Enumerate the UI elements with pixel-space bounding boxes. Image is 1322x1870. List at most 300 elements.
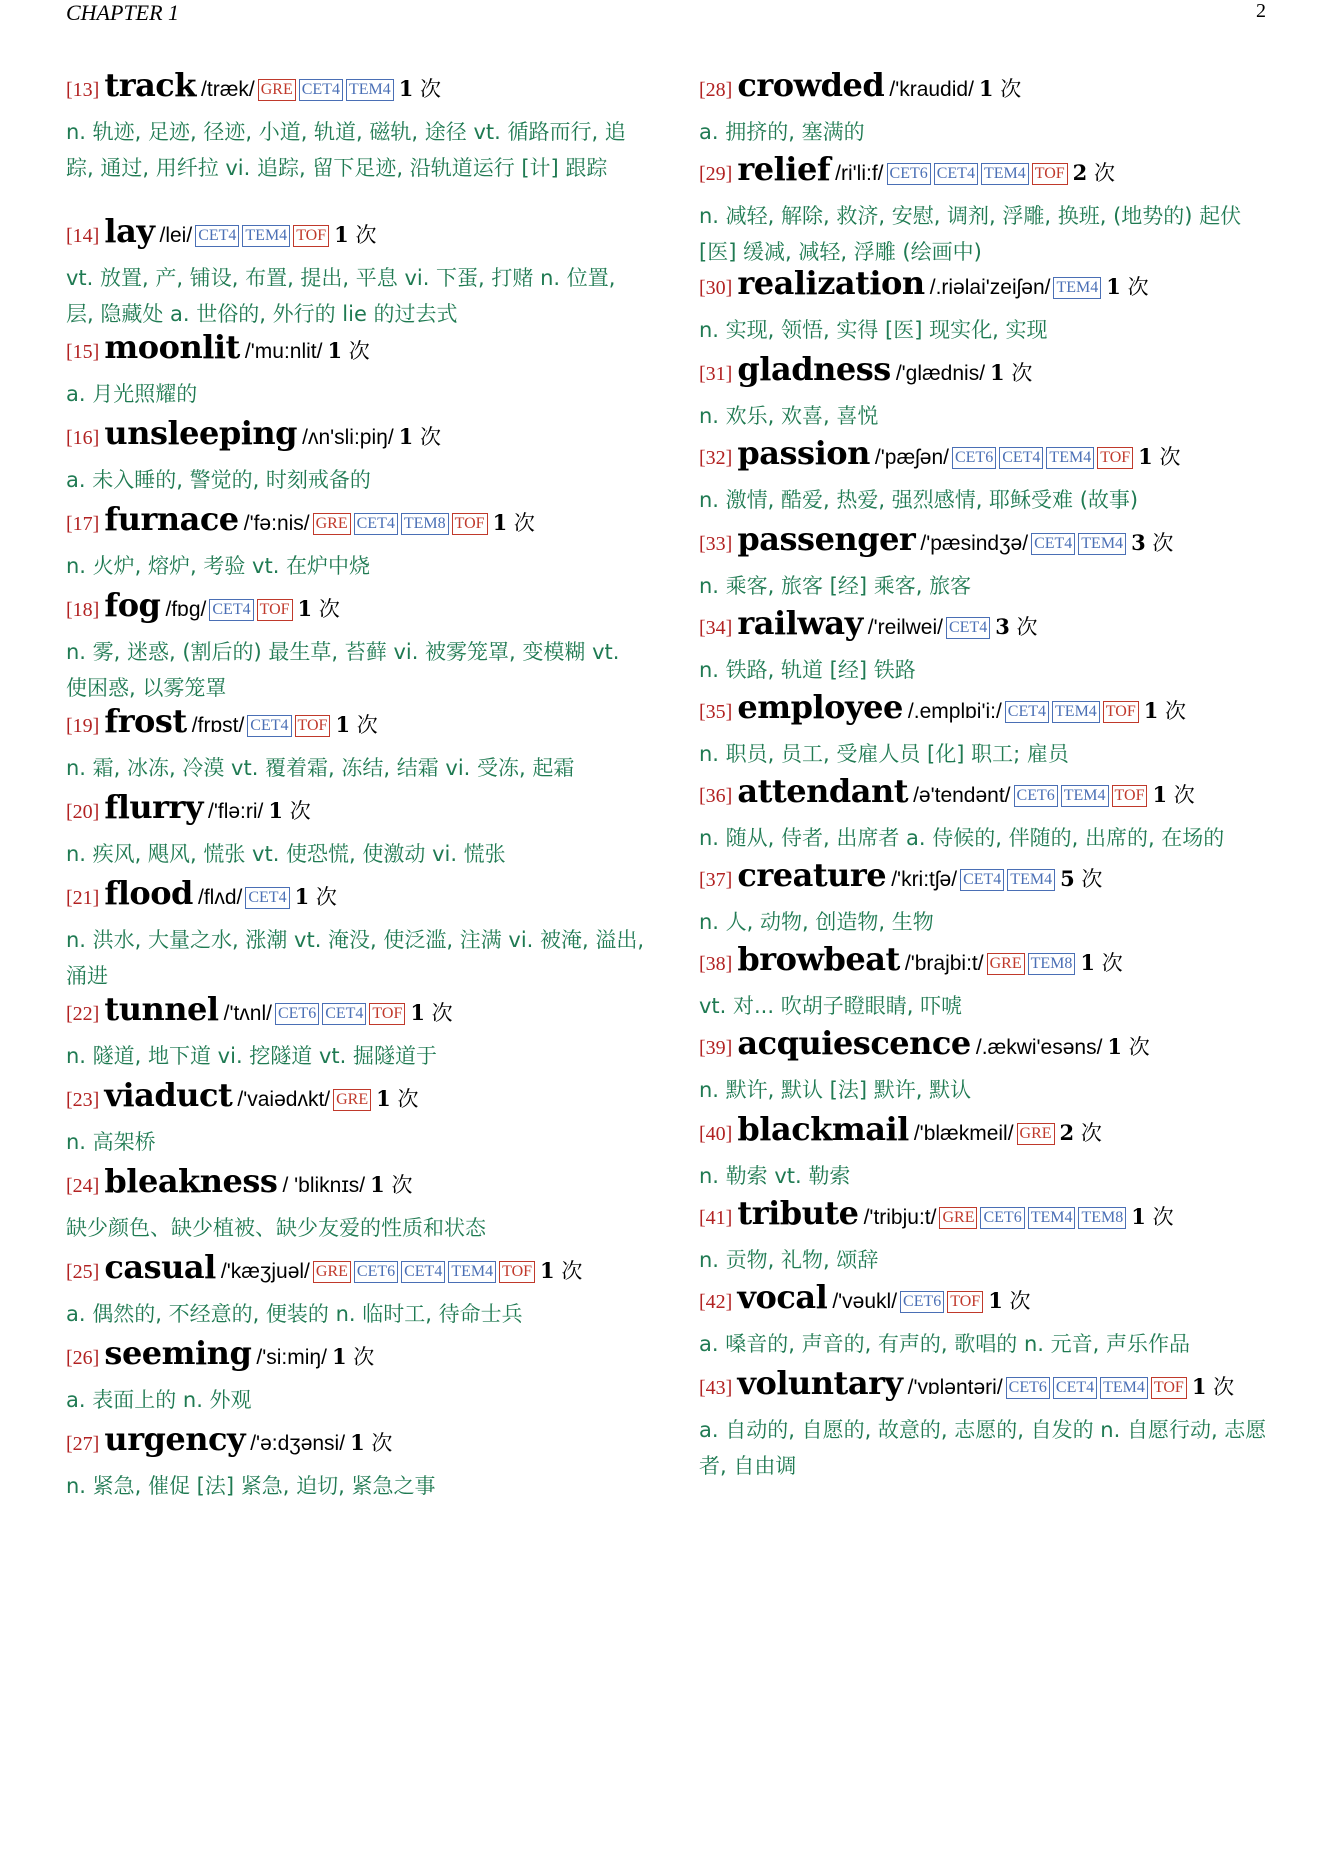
exam-tag-tof: TOF [1032, 163, 1068, 185]
entry-definition: n. 疾风, 飓风, 慌张 vt. 使恐慌, 使激动 vi. 慌张 [66, 842, 506, 866]
entry-number: [35] [699, 701, 733, 723]
entry-definition: n. 勒索 vt. 勒索 [699, 1164, 851, 1188]
entry-phonetic: /fɒg/ [165, 598, 207, 621]
entry-word: passion [737, 434, 870, 472]
entry-headline [699, 1020, 1279, 1072]
entry-word: employee [737, 688, 903, 726]
count-number: 1 [350, 1430, 365, 1455]
entry-number: [17] [66, 513, 100, 535]
count-unit: 次 [420, 77, 442, 101]
count-unit: 次 [431, 1001, 453, 1025]
exam-tag-cet4: CET4 [1053, 1377, 1097, 1399]
vocab-entry [699, 684, 1279, 772]
entry-number: [32] [699, 447, 733, 469]
entry-definition: n. 欢乐, 欢喜, 喜悦 [699, 404, 879, 428]
entry-word: blackmail [737, 1110, 909, 1148]
entry-headline [699, 768, 1279, 820]
occurrence-count [327, 339, 369, 363]
occurrence-count [332, 1345, 374, 1369]
entry-headline [66, 784, 646, 836]
entry-definition: n. 职员, 员工, 受雇人员 [化] 职工; 雇员 [699, 742, 1069, 766]
vocab-entry [66, 698, 646, 786]
entry-number: [15] [66, 341, 100, 363]
exam-tag-tem4: TEM4 [1046, 447, 1094, 469]
exam-tag-tof: TOF [1097, 447, 1133, 469]
entry-word: voluntary [737, 1364, 903, 1402]
occurrence-count [1107, 1035, 1149, 1059]
count-unit: 次 [1213, 1375, 1235, 1399]
entry-word: furnace [104, 500, 239, 538]
occurrence-count [350, 1431, 392, 1455]
exam-tag-tof: TOF [293, 225, 329, 247]
count-number: 3 [1131, 530, 1146, 555]
entry-phonetic: /'pæʃən/ [874, 446, 949, 469]
exam-tag-cet4: CET4 [999, 447, 1043, 469]
entry-headline [699, 1106, 1279, 1158]
exam-tag-tof: TOF [295, 715, 331, 737]
exam-tag-tem4: TEM4 [242, 225, 290, 247]
count-unit: 次 [318, 597, 340, 621]
vocab-entry [66, 324, 646, 412]
entry-number: [13] [66, 79, 100, 101]
entry-headline [66, 410, 646, 462]
entry-phonetic: /.riəlai'zeiʃən/ [929, 276, 1051, 299]
entry-headline [66, 496, 646, 548]
vocab-entry [66, 1416, 646, 1504]
entry-word: acquiescence [737, 1024, 971, 1062]
occurrence-count [1144, 699, 1186, 723]
exam-tag-tem4: TEM4 [448, 1261, 496, 1283]
entry-definition: n. 实现, 领悟, 实得 [医] 现实化, 实现 [699, 318, 1048, 342]
entry-word: tunnel [104, 990, 219, 1028]
entry-word: creature [737, 856, 887, 894]
entry-headline [66, 1072, 646, 1124]
exam-tag-gre: GRE [313, 1261, 351, 1283]
exam-tag-cet6: CET6 [952, 447, 996, 469]
entry-headline [66, 986, 646, 1038]
entry-headline [699, 516, 1279, 568]
vocab-entry [699, 430, 1279, 518]
occurrence-count [995, 615, 1037, 639]
entry-number: [18] [66, 599, 100, 621]
entry-headline [66, 698, 646, 750]
entry-word: bleakness [104, 1162, 278, 1200]
entry-number: [33] [699, 533, 733, 555]
exam-tag-cet4: CET4 [209, 599, 253, 621]
entry-phonetic: /.emplɒi'i:/ [907, 700, 1002, 723]
vocab-entry [699, 936, 1279, 1024]
count-number: 1 [1107, 1034, 1123, 1059]
entry-number: [23] [66, 1089, 100, 1111]
vocab-entry [699, 768, 1279, 856]
entry-number: [40] [699, 1123, 733, 1145]
occurrence-count [268, 799, 310, 823]
occurrence-count [298, 597, 340, 621]
exam-tag-gre: GRE [939, 1207, 977, 1229]
entry-phonetic: /ə'tendənt/ [913, 784, 1011, 807]
entry-headline [699, 1360, 1279, 1412]
entry-number: [27] [66, 1433, 100, 1455]
count-unit: 次 [348, 339, 370, 363]
entry-definition: n. 霜, 冰冻, 冷漠 vt. 覆着霜, 冻结, 结霜 vi. 受冻, 起霜 [66, 756, 575, 780]
count-unit: 次 [1009, 1289, 1031, 1313]
entry-phonetic: /'tʌnl/ [223, 1002, 272, 1025]
entry-word: passenger [737, 520, 916, 558]
entry-definition: a. 拥挤的, 塞满的 [699, 120, 865, 144]
count-number: 1 [1106, 274, 1121, 299]
vocab-entry [699, 146, 1279, 270]
entry-definition: n. 铁路, 轨道 [经] 铁路 [699, 658, 916, 682]
vocab-entry [699, 1360, 1279, 1484]
count-unit: 次 [356, 713, 378, 737]
count-number: 1 [1152, 782, 1168, 807]
entry-phonetic: /ʌn'sli:piŋ/ [302, 426, 394, 449]
entry-headline [699, 430, 1279, 482]
vocab-entry [66, 62, 646, 186]
exam-tag-tem4: TEM4 [346, 79, 394, 101]
count-number: 1 [327, 338, 343, 363]
entry-phonetic: /'glædnis/ [895, 362, 986, 385]
entry-definition: a. 自动的, 自愿的, 故意的, 志愿的, 自发的 n. 自愿行动, 志愿者, 自由调 [699, 1418, 1267, 1478]
entry-definition: n. 贡物, 礼物, 颂辞 [699, 1248, 879, 1272]
exam-tag-cet6: CET6 [354, 1261, 398, 1283]
entry-word: unsleeping [104, 414, 298, 452]
entry-headline [699, 260, 1279, 312]
vocab-entry [699, 1106, 1279, 1194]
entry-word: moonlit [104, 328, 240, 366]
entry-definition: vt. 放置, 产, 铺设, 布置, 提出, 平息 vi. 下蛋, 打赌 n. 位置, 层, 隐藏处 a. 世俗的, 外行的 lie 的过去式 [66, 266, 616, 326]
entry-phonetic: /'flə:ri/ [208, 800, 264, 823]
entry-phonetic: /'vaiədʌkt/ [237, 1088, 331, 1111]
exam-tag-cet4: CET4 [247, 715, 291, 737]
entry-number: [14] [66, 225, 100, 247]
vocab-entry [699, 1274, 1279, 1362]
count-number: 1 [988, 1288, 1003, 1313]
count-number: 1 [331, 1344, 347, 1369]
count-number: 1 [1143, 698, 1159, 723]
vocab-entry [66, 208, 646, 332]
entry-phonetic: / 'bliknɪs/ [282, 1174, 366, 1197]
exam-tag-cet4: CET4 [401, 1261, 445, 1283]
entry-word: realization [737, 264, 925, 302]
entry-definition: 缺少颜色、缺少植被、缺少友爱的性质和状态 [66, 1216, 486, 1240]
exam-tag-gre: GRE [258, 79, 296, 101]
entry-phonetic: /'reilwei/ [867, 616, 943, 639]
entry-number: [16] [66, 427, 100, 449]
entry-definition: a. 未入睡的, 警觉的, 时刻戒备的 [66, 468, 371, 492]
count-number: 1 [1080, 950, 1096, 975]
entry-number: [38] [699, 953, 733, 975]
exam-tag-cet6: CET6 [275, 1003, 319, 1025]
occurrence-count [334, 223, 376, 247]
entry-definition: n. 轨迹, 足迹, 径迹, 小道, 轨道, 磁轨, 途径 vt. 循路而行, 追踪, 通过, 用纤拉 vi. 追踪, 留下足迹, 沿轨道运行 [计] 跟踪 [66, 120, 626, 180]
count-unit: 次 [371, 1431, 393, 1455]
exam-tag-cet4: CET4 [946, 617, 990, 639]
vocab-entry [66, 784, 646, 872]
entry-phonetic: /frɒst/ [191, 714, 245, 737]
count-number: 1 [398, 424, 414, 449]
occurrence-count [370, 1173, 412, 1197]
entry-word: crowded [737, 66, 885, 104]
entry-definition: n. 乘客, 旅客 [经] 乘客, 旅客 [699, 574, 972, 598]
count-unit: 次 [391, 1173, 413, 1197]
count-number: 1 [398, 76, 414, 101]
entry-definition: a. 偶然的, 不经意的, 便装的 n. 临时工, 待命士兵 [66, 1302, 523, 1326]
entry-phonetic: /'kraudid/ [889, 78, 974, 101]
vocab-entry [699, 600, 1279, 688]
page-number: 2 [1256, 0, 1266, 22]
entry-number: [36] [699, 785, 733, 807]
count-unit: 次 [1159, 445, 1181, 469]
exam-tag-tem8: TEM8 [401, 513, 449, 535]
exam-tag-cet6: CET6 [887, 163, 931, 185]
entry-phonetic: /'fə:nis/ [243, 512, 310, 535]
entry-phonetic: /'vɒləntəri/ [907, 1376, 1003, 1399]
count-number: 1 [410, 1000, 425, 1025]
occurrence-count [295, 885, 337, 909]
exam-tag-tem4: TEM4 [1028, 1207, 1076, 1229]
occurrence-count [1131, 1205, 1173, 1229]
count-number: 1 [297, 596, 313, 621]
count-unit: 次 [1011, 361, 1033, 385]
chapter-title: CHAPTER 1 [66, 0, 180, 25]
entry-headline [66, 324, 646, 376]
exam-tag-cet4: CET4 [195, 225, 239, 247]
vocab-entry [66, 1072, 646, 1160]
entry-word: browbeat [737, 940, 900, 978]
entry-headline [699, 146, 1279, 198]
entry-phonetic: /'ə:dʒənsi/ [250, 1432, 346, 1455]
count-unit: 次 [1093, 161, 1115, 185]
entry-number: [37] [699, 869, 733, 891]
entry-number: [39] [699, 1037, 733, 1059]
entry-definition: n. 高架桥 [66, 1130, 156, 1154]
vocab-entry [699, 1190, 1279, 1278]
entry-number: [21] [66, 887, 100, 909]
entry-number: [29] [699, 163, 733, 185]
count-unit: 次 [315, 885, 337, 909]
exam-tag-tof: TOF [499, 1261, 535, 1283]
exam-tag-cet6: CET6 [980, 1207, 1024, 1229]
entry-definition: n. 洪水, 大量之水, 涨潮 vt. 淹没, 使泛滥, 注满 vi. 被淹, 溢出, 涌进 [66, 928, 645, 988]
entry-word: flurry [104, 788, 203, 826]
entry-phonetic: /'vəukl/ [832, 1290, 898, 1313]
exam-tag-tem4: TEM4 [1052, 701, 1100, 723]
count-unit: 次 [1128, 1035, 1150, 1059]
vocab-entry [66, 496, 646, 584]
vocab-entry [699, 62, 1279, 150]
entry-phonetic: /træk/ [201, 78, 255, 101]
count-unit: 次 [397, 1087, 419, 1111]
entry-phonetic: /lei/ [159, 224, 193, 247]
occurrence-count [988, 1289, 1030, 1313]
exam-tag-tem4: TEM4 [981, 163, 1029, 185]
exam-tag-cet6: CET6 [1014, 785, 1058, 807]
entry-definition: n. 雾, 迷惑, (割后的) 最生草, 苔藓 vi. 被雾笼罩, 变模糊 vt. 使困惑, 以雾笼罩 [66, 640, 620, 700]
count-number: 2 [1072, 160, 1088, 185]
entry-definition: n. 随从, 侍者, 出席者 a. 侍候的, 伴随的, 出席的, 在场的 [699, 826, 1225, 850]
entry-headline [699, 346, 1279, 398]
vocab-entry [66, 1244, 646, 1332]
count-unit: 次 [1080, 1121, 1102, 1145]
vocab-entry [699, 1020, 1279, 1108]
vocab-entry [66, 1158, 646, 1246]
count-unit: 次 [561, 1259, 583, 1283]
entry-phonetic: /'brajbi:t/ [904, 952, 984, 975]
vocab-entry [66, 1330, 646, 1418]
vocab-entry [699, 260, 1279, 348]
occurrence-count [1192, 1375, 1234, 1399]
entry-number: [20] [66, 801, 100, 823]
occurrence-count [376, 1087, 418, 1111]
entry-phonetic: /'si:miŋ/ [256, 1346, 327, 1369]
exam-tag-cet4: CET4 [245, 887, 289, 909]
count-number: 1 [978, 76, 994, 101]
count-number: 1 [335, 712, 351, 737]
entry-number: [22] [66, 1003, 100, 1025]
exam-tag-gre: GRE [1017, 1123, 1055, 1145]
entry-headline [699, 1190, 1279, 1242]
entry-word: vocal [737, 1278, 828, 1316]
entry-phonetic: /'mu:nlit/ [244, 340, 323, 363]
entry-phonetic: /'blækmeil/ [913, 1122, 1014, 1145]
entry-headline [699, 936, 1279, 988]
entry-word: gladness [737, 350, 891, 388]
count-number: 5 [1060, 866, 1075, 891]
occurrence-count [979, 77, 1021, 101]
entry-headline [699, 62, 1279, 114]
count-unit: 次 [1127, 275, 1149, 299]
count-unit: 次 [353, 1345, 375, 1369]
occurrence-count [1080, 951, 1122, 975]
count-unit: 次 [289, 799, 311, 823]
entry-number: [19] [66, 715, 100, 737]
exam-tag-cet4: CET4 [934, 163, 978, 185]
count-number: 1 [268, 798, 283, 823]
entry-definition: a. 月光照耀的 [66, 382, 198, 406]
occurrence-count [335, 713, 377, 737]
page-header [66, 0, 1266, 28]
exam-tag-tof: TOF [369, 1003, 405, 1025]
entry-headline [699, 852, 1279, 904]
count-unit: 次 [1173, 783, 1195, 807]
entry-headline [66, 62, 646, 114]
entry-phonetic: /flʌd/ [198, 886, 243, 909]
count-number: 1 [492, 510, 508, 535]
occurrence-count [990, 361, 1032, 385]
occurrence-count [399, 77, 441, 101]
exam-tag-cet4: CET4 [1005, 701, 1049, 723]
occurrence-count [1106, 275, 1148, 299]
exam-tag-gre: GRE [333, 1089, 371, 1111]
entry-headline [66, 1158, 646, 1210]
count-unit: 次 [1165, 699, 1187, 723]
exam-tag-cet6: CET6 [1006, 1377, 1050, 1399]
exam-tag-tem4: TEM4 [1053, 277, 1101, 299]
count-number: 1 [540, 1258, 555, 1283]
entry-headline [66, 582, 646, 634]
entry-phonetic: /.ækwi'esəns/ [975, 1036, 1103, 1059]
entry-headline [699, 1274, 1279, 1326]
vocab-entry [699, 346, 1279, 434]
entry-number: [41] [699, 1207, 733, 1229]
vocab-entry [699, 516, 1279, 604]
count-unit: 次 [1016, 615, 1038, 639]
exam-tag-cet4: CET4 [322, 1003, 366, 1025]
entry-definition: n. 火炉, 熔炉, 考验 vt. 在炉中烧 [66, 554, 371, 578]
entry-word: flood [104, 874, 193, 912]
exam-tag-tem4: TEM4 [1100, 1377, 1148, 1399]
count-number: 1 [1191, 1374, 1207, 1399]
entry-number: [25] [66, 1261, 100, 1283]
entry-word: attendant [737, 772, 908, 810]
entry-word: railway [737, 604, 863, 642]
entry-definition: n. 隧道, 地下道 vi. 挖隧道 vt. 掘隧道于 [66, 1044, 437, 1068]
entry-number: [24] [66, 1175, 100, 1197]
entry-number: [26] [66, 1347, 100, 1369]
entry-definition: n. 人, 动物, 创造物, 生物 [699, 910, 934, 934]
entry-headline [66, 1244, 646, 1296]
entry-headline [699, 684, 1279, 736]
exam-tag-gre: GRE [987, 953, 1025, 975]
count-unit: 次 [1000, 77, 1022, 101]
exam-tag-cet6: CET6 [900, 1291, 944, 1313]
exam-tag-gre: GRE [313, 513, 351, 535]
vocab-entry [66, 410, 646, 498]
count-number: 1 [1138, 444, 1153, 469]
vocab-entry [699, 852, 1279, 940]
entry-phonetic: /'kri:tʃə/ [891, 868, 958, 891]
entry-word: frost [104, 702, 187, 740]
occurrence-count [1131, 531, 1173, 555]
entry-definition: a. 表面上的 n. 外观 [66, 1388, 252, 1412]
entry-definition: n. 默许, 默认 [法] 默许, 默认 [699, 1078, 972, 1102]
exam-tag-tof: TOF [1151, 1377, 1187, 1399]
exam-tag-cet4: CET4 [1031, 533, 1075, 555]
entry-number: [34] [699, 617, 733, 639]
occurrence-count [1152, 783, 1194, 807]
entry-headline [699, 600, 1279, 652]
entry-definition: n. 减轻, 解除, 救济, 安慰, 调剂, 浮雕, 换班, (地势的) 起伏 [医] 缓减, 减轻, 浮雕 (绘画中) [699, 204, 1242, 264]
occurrence-count [1138, 445, 1180, 469]
count-number: 2 [1059, 1120, 1075, 1145]
entry-word: fog [104, 586, 161, 624]
entry-phonetic: /ri'li:f/ [835, 162, 884, 185]
entry-number: [42] [699, 1291, 733, 1313]
count-unit: 次 [513, 511, 535, 535]
exam-tag-tof: TOF [1103, 701, 1139, 723]
count-number: 1 [376, 1086, 391, 1111]
entry-word: relief [737, 150, 831, 188]
count-number: 1 [1131, 1204, 1146, 1229]
count-unit: 次 [1101, 951, 1123, 975]
entry-definition: n. 激情, 酷爱, 热爱, 强烈感情, 耶稣受难 (故事) [699, 488, 1139, 512]
exam-tag-tem8: TEM8 [1028, 953, 1076, 975]
count-number: 3 [995, 614, 1010, 639]
entry-headline [66, 1330, 646, 1382]
exam-tag-tof: TOF [452, 513, 488, 535]
occurrence-count [1060, 867, 1102, 891]
occurrence-count [540, 1259, 582, 1283]
entry-phonetic: /'kæʒjuəl/ [220, 1260, 310, 1283]
exam-tag-tem8: TEM8 [1078, 1207, 1126, 1229]
count-unit: 次 [1081, 867, 1103, 891]
entry-headline [66, 870, 646, 922]
exam-tag-tem4: TEM4 [1061, 785, 1109, 807]
entry-word: track [104, 66, 196, 104]
vocab-entry [66, 986, 646, 1074]
count-number: 1 [334, 222, 349, 247]
